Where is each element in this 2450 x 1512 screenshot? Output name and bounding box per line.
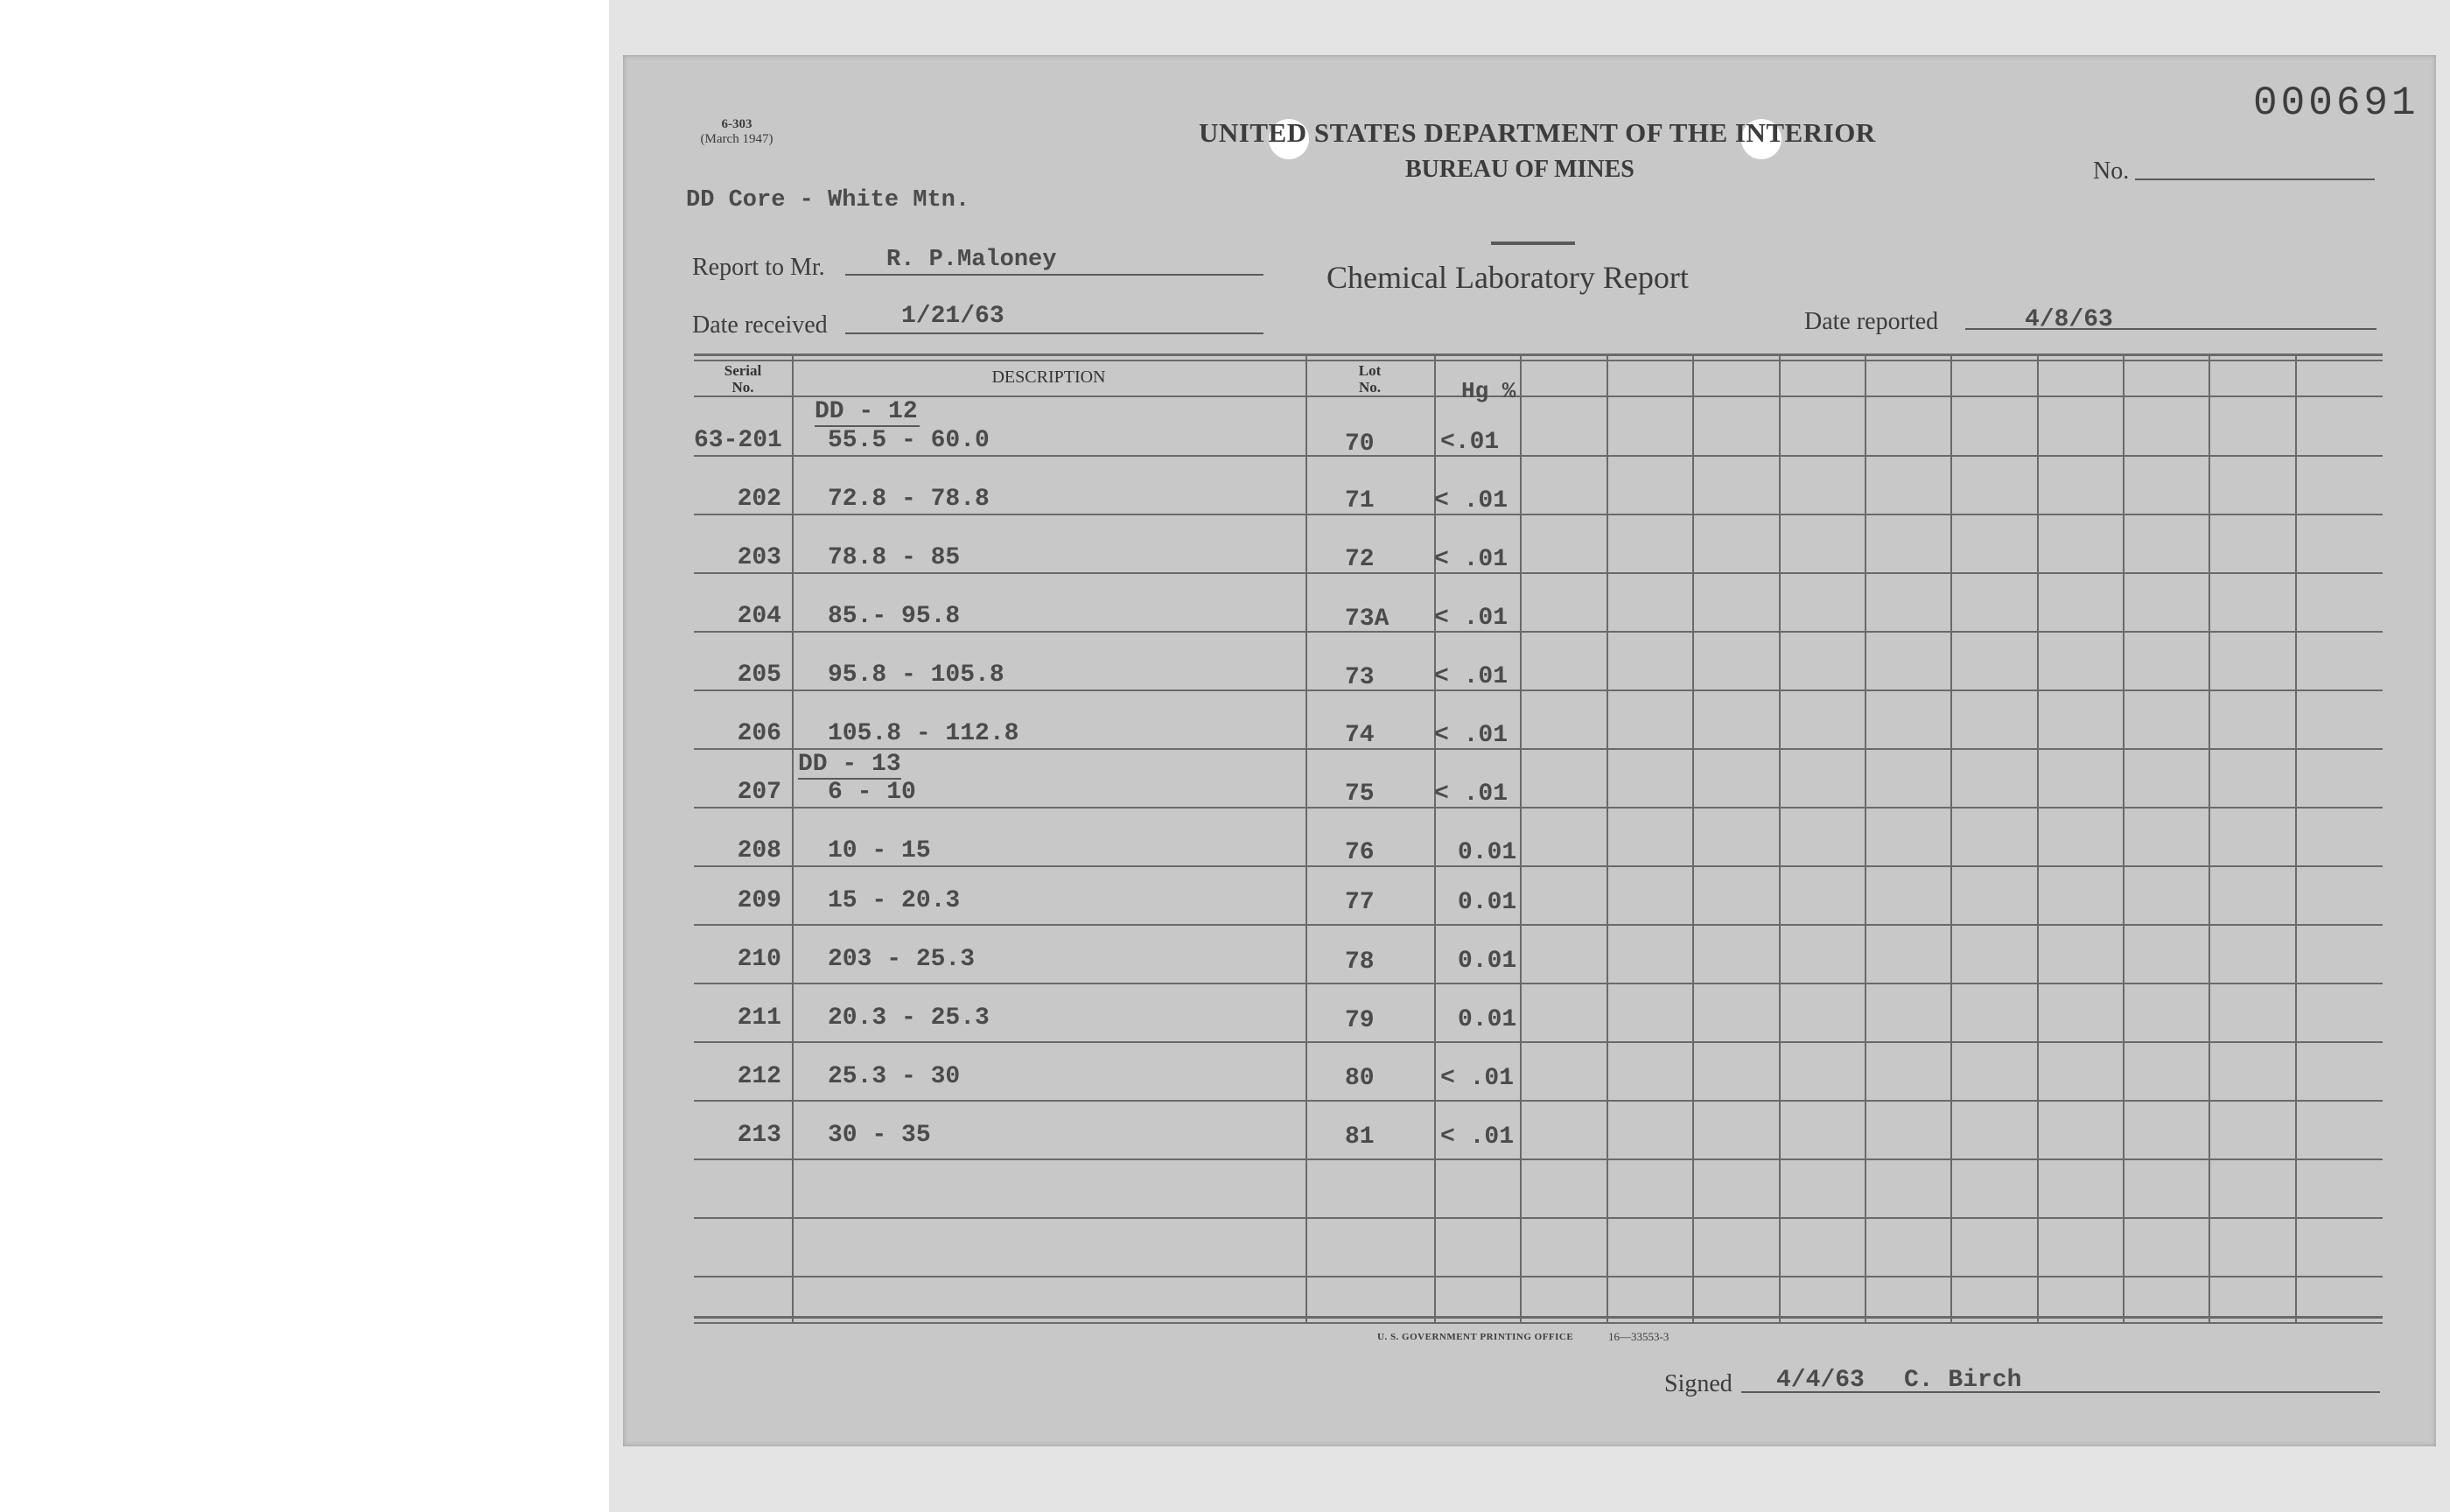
form-edition: (March 1947) [700,132,774,146]
lot-cell: 70 [1345,430,1375,458]
description-cell: 85.- 95.8 [828,603,961,630]
hg-cell: < .01 [1434,722,1508,749]
signed-label: Signed [1664,1370,1732,1397]
hg-cell: 0.01 [1458,839,1517,866]
col-divider [1865,354,1866,1323]
col-divider [1692,354,1694,1323]
signature-date: 4/4/63 [1776,1367,1865,1394]
row-rule [694,455,2383,457]
signature-name: C. Birch [1904,1367,2022,1394]
table-top-rule [694,354,2383,356]
row-rule [694,572,2383,574]
lot-cell: 77 [1345,889,1375,916]
serial-cell: 210 [737,946,781,973]
row-rule [694,983,2383,984]
lot-cell: 81 [1345,1124,1375,1151]
serial-header [694,362,792,396]
hg-cell: < .01 [1434,605,1508,632]
date-reported-label: Date reported [1804,308,1939,335]
hg-cell: 0.01 [1458,889,1517,916]
table-top-rule-2 [694,360,2383,361]
serial-header-line2: No. [732,379,754,396]
hg-cell: <.01 [1440,429,1500,456]
serial-cell: 211 [737,1004,781,1032]
col-divider [2037,354,2039,1323]
row-rule [694,631,2383,633]
col-divider [2123,354,2124,1323]
lot-cell: 71 [1345,487,1375,514]
lot-cell: 76 [1345,839,1375,866]
hg-cell: < .01 [1440,1124,1515,1151]
row-rule [694,865,2383,867]
row-rule [694,1041,2383,1043]
date-received-value: 1/21/63 [901,303,1004,330]
date-received-line [845,332,1264,334]
report-to-label: Report to Mr. [692,254,825,281]
lot-cell: 80 [1345,1065,1375,1092]
serial-cell: 207 [737,779,781,806]
col-divider [1779,354,1781,1323]
description-cell: 20.3 - 25.3 [828,1004,990,1032]
description-cell: 78.8 - 85 [828,544,961,571]
lot-header [1306,362,1434,396]
lot-header-line1: Lot [1358,362,1382,379]
department-title: UNITED STATES DEPARTMENT OF THE INTERIOR [1199,117,1876,148]
col-divider [1306,354,1307,1323]
lot-cell: 79 [1345,1007,1375,1034]
no-label: No. [2093,158,2130,185]
bureau-title: BUREAU OF MINES [1405,156,1634,183]
description-cell: 72.8 - 78.8 [828,486,990,513]
signature-line [1741,1391,2380,1393]
col-divider [1950,354,1952,1323]
description-cell: 55.5 - 60.0 [828,427,990,454]
hg-cell: < .01 [1434,546,1508,573]
row-rule [694,690,2383,691]
serial-cell: 212 [737,1063,781,1090]
description-cell: 30 - 35 [828,1122,931,1149]
row-rule [694,807,2383,808]
row-rule [694,514,2383,515]
description-cell: 15 - 20.3 [828,887,961,914]
col-divider [792,354,794,1323]
serial-cell: 202 [737,486,781,513]
date-received-label: Date received [692,312,828,339]
serial-cell: 204 [737,603,781,630]
hg-cell: < .01 [1440,1065,1515,1092]
row-rule [694,1158,2383,1160]
printing-office: U. S. GOVERNMENT PRINTING OFFICE [1377,1332,1574,1342]
serial-cell: 203 [737,544,781,571]
stamp-number: 000691 [2253,80,2419,126]
results-table [694,354,2383,1325]
description-cell: 105.8 - 112.8 [828,720,1019,747]
form-number: 6-303 [721,117,752,131]
table-header-rule [694,396,2383,397]
hg-cell: < .01 [1434,487,1508,514]
description-cell: 203 - 25.3 [828,946,976,973]
hg-cell: < .01 [1434,780,1508,808]
serial-cell: 205 [737,662,781,689]
description-header: DESCRIPTION [991,368,1106,387]
col-divider [1606,354,1608,1323]
date-reported-line [1965,328,2376,330]
core-title: DD Core - White Mtn. [686,187,970,214]
serial-cell: 213 [737,1122,781,1149]
serial-cell: 209 [737,887,781,914]
report-title: Chemical Laboratory Report [1326,260,1689,295]
lot-cell: 73 [1345,664,1375,691]
serial-cell: 208 [737,837,781,864]
row-rule [694,1217,2383,1219]
row-rule [694,748,2383,750]
lot-cell: 78 [1345,948,1375,976]
report-to-value: R. P.Maloney [886,247,1057,273]
lot-cell: 74 [1345,722,1375,749]
print-code: 16—33553-3 [1608,1330,1670,1343]
hg-cell: < .01 [1434,663,1508,690]
hg-cell: 0.01 [1458,1006,1517,1033]
col-divider [2208,354,2210,1323]
table-bottom-rule [694,1316,2383,1319]
col-divider [1520,354,1522,1323]
description-cell: 25.3 - 30 [828,1063,961,1090]
lot-header-line2: No. [1358,379,1382,396]
report-to-line [845,274,1264,276]
hg-header: Hg % [1461,378,1516,404]
group-label-dd12: DD - 12 [815,398,918,425]
row-rule [694,924,2383,926]
col-divider [2295,354,2297,1323]
description-cell: 95.8 - 105.8 [828,662,1004,689]
title-rule [1491,242,1575,245]
description-cell: 6 - 10 [828,779,916,806]
serial-cell: 206 [737,720,781,747]
lot-cell: 75 [1345,780,1375,808]
description-cell: 10 - 15 [828,837,931,864]
row-rule [694,1100,2383,1102]
lot-cell: 72 [1345,546,1375,573]
serial-cell: 63-201 [694,427,782,454]
hg-cell: 0.01 [1458,948,1517,975]
lot-cell: 73A [1345,606,1390,633]
group-label-dd13: DD - 13 [798,751,901,778]
table-bottom-rule-2 [694,1322,2383,1324]
date-reported-value: 4/8/63 [2025,306,2113,333]
row-rule [694,1276,2383,1278]
serial-header-line1: Serial [724,362,762,379]
no-field-line [2135,178,2375,180]
